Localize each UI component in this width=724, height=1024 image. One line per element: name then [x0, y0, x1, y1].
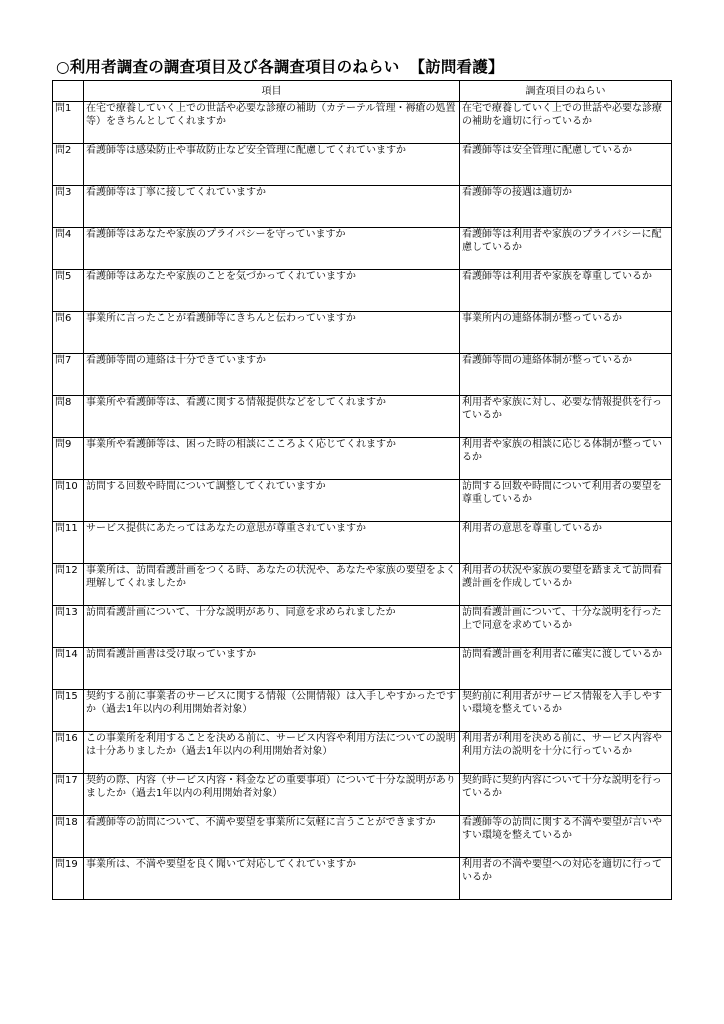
question-text: 訪問看護計画書は受け取っていますか [84, 648, 460, 690]
question-number: 問18 [53, 816, 84, 858]
question-aim: 利用者や家族の相談に応じる体制が整っているか [460, 438, 672, 480]
table-row [53, 228, 672, 270]
question-text: この事業所を利用することを決める前に、サービス内容や利用方法についての説明は十分ありましたか（過去1年以内の利用開始者対象） [84, 732, 460, 774]
table-row [53, 312, 672, 354]
table-body [53, 102, 672, 900]
question-text: 契約する前に事業者のサービスに関する情報（公開情報）は入手しやすかったですか（過去1年以内の利用開始者対象） [84, 690, 460, 732]
header-aim: 調査項目のねらい [460, 81, 672, 102]
table-row [53, 144, 672, 186]
question-number: 問8 [53, 396, 84, 438]
question-number: 問6 [53, 312, 84, 354]
table-row [53, 606, 672, 648]
question-text: 看護師等の訪問について、不満や要望を事業所に気軽に言うことができますか [84, 816, 460, 858]
question-text: 事業所は、訪問看護計画をつくる時、あなたの状況や、あなたや家族の要望をよく理解してくれましたか [84, 564, 460, 606]
question-aim: 在宅で療養していく上での世話や必要な診療の補助を適切に行っているか [460, 102, 672, 144]
question-text: 訪問する回数や時間について調整してくれていますか [84, 480, 460, 522]
question-number: 問4 [53, 228, 84, 270]
question-aim: 看護師等は利用者や家族を尊重しているか [460, 270, 672, 312]
table-row [53, 186, 672, 228]
question-aim: 契約時に契約内容について十分な説明を行っているか [460, 774, 672, 816]
question-number: 問16 [53, 732, 84, 774]
question-number: 問3 [53, 186, 84, 228]
question-text: 看護師等はあなたや家族のプライバシーを守っていますか [84, 228, 460, 270]
question-aim: 訪問する回数や時間について利用者の要望を尊重しているか [460, 480, 672, 522]
header-no [53, 81, 84, 102]
table-header-row [53, 81, 672, 102]
question-text: 看護師等は感染防止や事故防止など安全管理に配慮してくれていますか [84, 144, 460, 186]
question-text: 事業所や看護師等は、看護に関する情報提供などをしてくれますか [84, 396, 460, 438]
question-number: 問17 [53, 774, 84, 816]
question-aim: 看護師等の接遇は適切か [460, 186, 672, 228]
survey-table [52, 80, 672, 900]
question-text: 看護師等は丁寧に接してくれていますか [84, 186, 460, 228]
question-number: 問14 [53, 648, 84, 690]
question-number: 問19 [53, 858, 84, 900]
question-aim: 事業所内の連絡体制が整っているか [460, 312, 672, 354]
table-row [53, 354, 672, 396]
question-number: 問1 [53, 102, 84, 144]
question-aim: 利用者が利用を決める前に、サービス内容や利用方法の説明を十分に行っているか [460, 732, 672, 774]
table-row [53, 438, 672, 480]
table-row [53, 270, 672, 312]
question-text: 契約の際、内容（サービス内容・料金などの重要事項）について十分な説明がありましたか（過去1年以内の利用開始者対象） [84, 774, 460, 816]
question-number: 問13 [53, 606, 84, 648]
question-number: 問2 [53, 144, 84, 186]
question-aim: 看護師等は安全管理に配慮しているか [460, 144, 672, 186]
question-text: 訪問看護計画について、十分な説明があり、同意を求められましたか [84, 606, 460, 648]
question-number: 問11 [53, 522, 84, 564]
table-row [53, 396, 672, 438]
question-text: 看護師等はあなたや家族のことを気づかってくれていますか [84, 270, 460, 312]
question-aim: 利用者の不満や要望への対応を適切に行っているか [460, 858, 672, 900]
question-aim: 利用者の意思を尊重しているか [460, 522, 672, 564]
question-number: 問5 [53, 270, 84, 312]
table-row [53, 564, 672, 606]
question-number: 問9 [53, 438, 84, 480]
question-text: 事業所や看護師等は、困った時の相談にこころよく応じてくれますか [84, 438, 460, 480]
table-row [53, 858, 672, 900]
question-aim: 契約前に利用者がサービス情報を入手しやすい環境を整えているか [460, 690, 672, 732]
service-tag: 【訪問看護】 [409, 58, 504, 76]
table-row [53, 774, 672, 816]
question-text: 看護師等間の連絡は十分できていますか [84, 354, 460, 396]
question-aim: 利用者や家族に対し、必要な情報提供を行っているか [460, 396, 672, 438]
question-aim: 看護師等間の連絡体制が整っているか [460, 354, 672, 396]
question-aim: 利用者の状況や家族の要望を踏まえて訪問看護計画を作成しているか [460, 564, 672, 606]
header-item: 項目 [84, 81, 460, 102]
question-aim: 訪問看護計画について、十分な説明を行った上で同意を求めているか [460, 606, 672, 648]
table-row [53, 102, 672, 144]
table-row [53, 522, 672, 564]
question-number: 問10 [53, 480, 84, 522]
table-row [53, 816, 672, 858]
question-aim: 看護師等の訪問に関する不満や要望が言いやすい環境を整えているか [460, 816, 672, 858]
table-row [53, 648, 672, 690]
page-title [56, 55, 504, 77]
table-row [53, 732, 672, 774]
question-text: 事業所に言ったことが看護師等にきちんと伝わっていますか [84, 312, 460, 354]
table-row [53, 480, 672, 522]
title-text: ○利用者調査の調査項目及び各調査項目のねらい [56, 58, 400, 76]
question-number: 問7 [53, 354, 84, 396]
question-aim: 訪問看護計画を利用者に確実に渡しているか [460, 648, 672, 690]
question-text: 事業所は、不満や要望を良く聞いて対応してくれていますか [84, 858, 460, 900]
question-text: サービス提供にあたってはあなたの意思が尊重されていますか [84, 522, 460, 564]
question-number: 問15 [53, 690, 84, 732]
question-aim: 看護師等は利用者や家族のプライバシーに配慮しているか [460, 228, 672, 270]
question-text: 在宅で療養していく上での世話や必要な診療の補助（カテーテル管理・褥瘡の処置等）をきちんとしてくれますか [84, 102, 460, 144]
table-row [53, 690, 672, 732]
question-number: 問12 [53, 564, 84, 606]
